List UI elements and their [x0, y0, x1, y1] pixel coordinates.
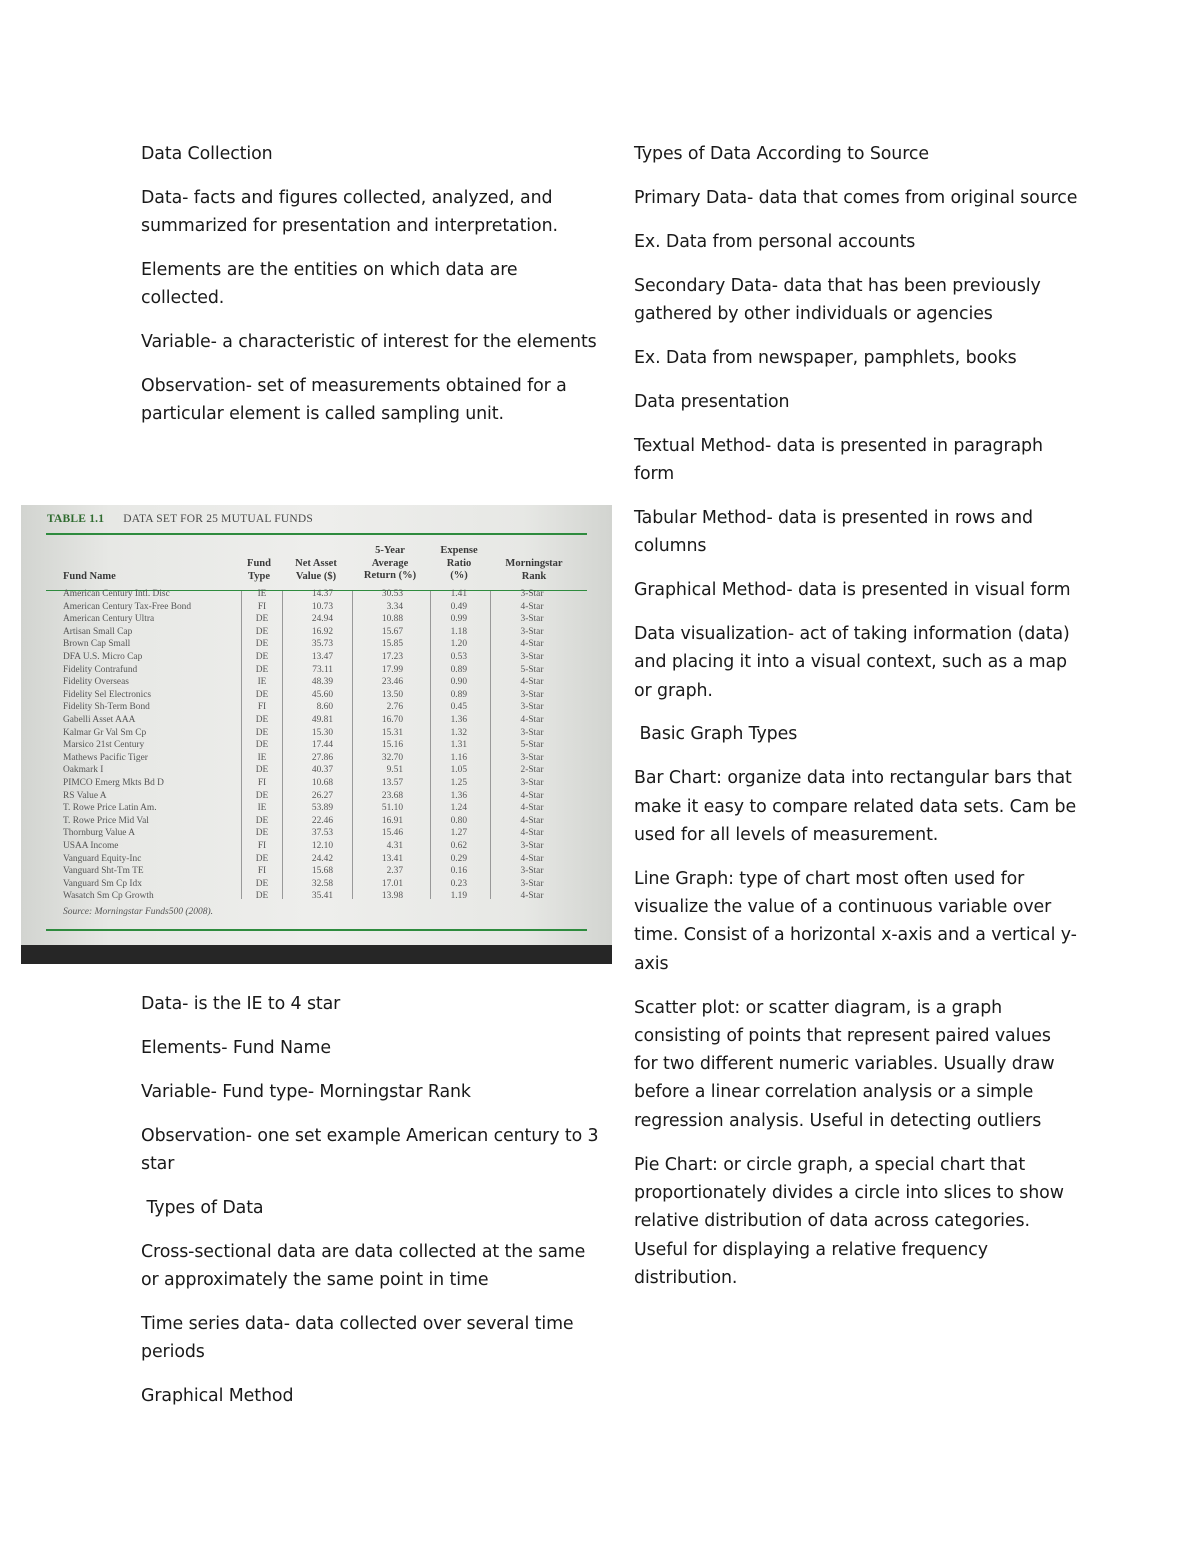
cell-expense-ratio: 1.16 [450, 752, 467, 763]
paragraph: Types of Data According to Source [634, 144, 929, 164]
cell-five-year-return: 17.23 [381, 652, 403, 662]
cell-fund-type: IE [257, 803, 267, 814]
cell-fund-type: DE [255, 689, 269, 700]
cell-net-asset-value: 8.60 [316, 702, 333, 713]
cell-fund-name: Kalmar Gr Val Sm Cp [63, 727, 147, 738]
cell-fund-type: DE [255, 664, 269, 675]
header-fund-type: Fund Type [247, 558, 271, 582]
cell-fund-type: DE [255, 878, 269, 889]
paragraph: Data presentation [634, 391, 790, 412]
cell-fund-name: Mathews Pacific Tiger [63, 752, 148, 763]
paragraph: Primary Data- data that comes from original source [634, 187, 1078, 208]
cell-fund-name: Gabelli Asset AAA [63, 715, 136, 725]
cell-morningstar-rank: 3-Star [520, 866, 544, 877]
cell-five-year-return: 2.76 [386, 702, 403, 713]
paragraph: Cross-sectional data are data collected at the same or approximately the same point in time [141, 1241, 586, 1291]
header-net-asset-value: Net Asset Value ($) [295, 558, 337, 582]
cell-fund-type: DE [255, 891, 269, 902]
cell-five-year-return: 17.99 [381, 664, 403, 675]
cell-expense-ratio: 0.23 [450, 878, 467, 889]
paragraph: Types of Data [141, 1197, 264, 1218]
cell-fund-name: Vanguard Equity-Inc [63, 853, 142, 864]
cell-net-asset-value: 73.11 [312, 664, 333, 675]
cell-fund-type: DE [255, 614, 269, 625]
cell-five-year-return: 17.01 [381, 878, 403, 889]
cell-fund-name: PIMCO Emerg Mkts Bd D [63, 778, 164, 788]
table-source-note: Source: Morningstar Funds500 (2008). [63, 907, 214, 917]
cell-morningstar-rank: 4-Star [520, 828, 544, 839]
header-fund-name: Fund Name [63, 571, 116, 582]
cell-fund-type: IE [257, 677, 267, 688]
paragraph: Textual Method- data is presented in paragraph form [634, 435, 1043, 484]
cell-fund-name: Wasatch Sm Cp Growth [63, 891, 154, 902]
cell-fund-type: FI [257, 866, 267, 877]
cell-fund-name: Artisan Small Cap [63, 626, 133, 637]
cell-five-year-return: 16.91 [381, 815, 403, 826]
cell-net-asset-value: 15.68 [311, 866, 333, 877]
paragraph: Elements are the entities on which data are collected. [141, 260, 518, 309]
cell-five-year-return: 2.37 [386, 866, 403, 877]
cell-expense-ratio: 1.05 [450, 765, 467, 776]
cell-fund-name: Thornburg Value A [63, 828, 136, 839]
cell-fund-name: T. Rowe Price Latin Am. [63, 803, 157, 814]
cell-net-asset-value: 10.68 [311, 778, 333, 788]
cell-fund-type: IE [257, 589, 267, 599]
cell-fund-type: DE [255, 765, 269, 776]
cell-fund-type: DE [255, 626, 269, 637]
cell-morningstar-rank: 4-Star [520, 639, 544, 650]
cell-fund-type: FI [257, 601, 267, 612]
cell-net-asset-value: 53.89 [311, 803, 333, 814]
paragraph: Observation- one set example American century to 3 star [141, 1125, 599, 1174]
cell-net-asset-value: 37.53 [311, 828, 333, 839]
cell-five-year-return: 9.51 [386, 765, 403, 776]
cell-five-year-return: 3.34 [386, 601, 403, 612]
cell-fund-name: Oakmark I [63, 765, 104, 776]
paragraph: Data Collection [141, 144, 273, 164]
cell-five-year-return: 4.31 [386, 841, 403, 851]
cell-expense-ratio: 0.62 [450, 841, 467, 851]
cell-expense-ratio: 1.20 [450, 639, 467, 650]
cell-morningstar-rank: 4-Star [520, 715, 544, 725]
cell-expense-ratio: 0.89 [450, 664, 467, 675]
cell-expense-ratio: 0.29 [450, 853, 467, 864]
cell-fund-type: IE [257, 752, 267, 763]
paragraph: Basic Graph Types [634, 724, 798, 745]
cell-morningstar-rank: 5-Star [520, 740, 544, 751]
table-title: DATA SET FOR 25 MUTUAL FUNDS [123, 513, 313, 525]
cell-fund-type: DE [255, 639, 269, 650]
paragraph: Ex. Data from personal accounts [634, 231, 916, 252]
cell-morningstar-rank: 3-Star [520, 626, 544, 637]
cell-fund-type: DE [255, 790, 269, 801]
cell-expense-ratio: 1.25 [450, 778, 467, 788]
cell-fund-name: Fidelity Contrafund [63, 664, 138, 675]
paragraph: Graphical Method [141, 1386, 294, 1407]
cell-morningstar-rank: 4-Star [520, 891, 544, 902]
cell-five-year-return: 15.46 [381, 828, 403, 839]
cell-expense-ratio: 0.89 [450, 689, 467, 700]
cell-morningstar-rank: 3-Star [520, 878, 544, 889]
table-bottom-rule [46, 929, 587, 931]
paragraph: Secondary Data- data that has been previously gathered by other individuals or agencies [634, 275, 1041, 324]
cell-expense-ratio: 1.41 [450, 589, 467, 599]
header-five-year-return: 5-Year Average Return (%) [363, 545, 417, 581]
cell-expense-ratio: 1.18 [450, 626, 467, 637]
cell-fund-name: Fidelity Sh-Term Bond [63, 702, 150, 713]
cell-fund-name: USAA Income [63, 841, 119, 851]
cell-morningstar-rank: 4-Star [520, 803, 544, 814]
cell-net-asset-value: 35.73 [311, 639, 333, 650]
cell-net-asset-value: 49.81 [311, 715, 333, 725]
cell-fund-name: Vanguard Sht-Tm TE [63, 866, 144, 877]
cell-expense-ratio: 1.27 [450, 828, 467, 839]
paragraph: Data- is the IE to 4 star [141, 994, 341, 1014]
paragraph: Pie Chart: or circle graph, a special chart that proportionately divides a circle into slices to show relative distribution of data across categories. Useful for displaying a relative frequency distribution. [634, 1154, 1064, 1288]
table-background [21, 505, 612, 947]
cell-fund-name: American Century Ultra [63, 614, 155, 625]
cell-net-asset-value: 26.27 [311, 790, 333, 801]
cell-expense-ratio: 0.16 [450, 866, 467, 877]
paragraph: Data- facts and figures collected, analyzed, and summarized for presentation and interpretation. [141, 187, 558, 237]
cell-expense-ratio: 0.80 [450, 815, 467, 826]
paragraph: Tabular Method- data is presented in rows and columns [634, 507, 1033, 557]
cell-expense-ratio: 1.24 [450, 803, 467, 814]
cell-morningstar-rank: 3-Star [520, 841, 544, 851]
cell-five-year-return: 15.31 [381, 727, 403, 738]
right-column [634, 140, 1079, 1308]
cell-expense-ratio: 1.31 [450, 740, 467, 751]
cell-expense-ratio: 1.36 [450, 790, 467, 801]
table-top-rule [46, 533, 587, 535]
cell-expense-ratio: 0.49 [450, 601, 467, 612]
table-column-divider [241, 591, 242, 899]
cell-fund-name: Brown Cap Small [63, 639, 131, 650]
cell-net-asset-value: 12.10 [311, 841, 333, 851]
paragraph: Line Graph: type of chart most often used for visualize the value of a continuous variable over time. Consist of a horizontal x-axis and a vertical y-axis [634, 868, 1077, 974]
cell-fund-type: FI [257, 702, 267, 713]
cell-morningstar-rank: 4-Star [520, 853, 544, 864]
cell-five-year-return: 23.68 [381, 790, 403, 801]
paragraph: Graphical Method- data is presented in visual form [634, 580, 1071, 601]
cell-morningstar-rank: 3-Star [520, 689, 544, 700]
cell-morningstar-rank: 2-Star [520, 765, 544, 776]
paragraph: Variable- Fund type- Morningstar Rank [141, 1081, 471, 1102]
table-label: TABLE 1.1 [47, 513, 105, 525]
cell-expense-ratio: 0.53 [450, 652, 467, 662]
cell-five-year-return: 13.50 [381, 689, 403, 700]
cell-fund-name: Fidelity Overseas [63, 677, 129, 688]
cell-net-asset-value: 10.73 [311, 601, 333, 612]
paragraph: Scatter plot: or scatter diagram, is a graph consisting of points that represent paired values for two different numeric variables. Usually draw before a linear correlation analysis or a simple regression analysis. Useful in detecting outliers [634, 997, 1055, 1131]
table-column-divider [490, 591, 491, 899]
cell-five-year-return: 51.10 [381, 803, 403, 814]
cell-fund-type: FI [257, 841, 267, 851]
cell-net-asset-value: 48.39 [311, 677, 333, 688]
cell-fund-type: FI [257, 778, 267, 788]
cell-expense-ratio: 1.19 [450, 891, 467, 902]
cell-morningstar-rank: 5-Star [520, 664, 544, 675]
cell-expense-ratio: 1.36 [450, 715, 467, 725]
left-column-bottom [141, 990, 601, 1426]
cell-net-asset-value: 13.47 [311, 652, 333, 662]
cell-expense-ratio: 0.45 [450, 702, 467, 713]
cell-expense-ratio: 0.99 [450, 614, 467, 625]
cell-expense-ratio: 0.90 [450, 677, 467, 688]
cell-net-asset-value: 24.42 [311, 853, 333, 864]
cell-five-year-return: 10.88 [381, 614, 403, 625]
cell-fund-name: Fidelity Sel Electronics [63, 689, 152, 700]
cell-morningstar-rank: 3-Star [520, 702, 544, 713]
table-caption [47, 513, 313, 525]
cell-net-asset-value: 35.41 [311, 891, 333, 902]
cell-fund-type: DE [255, 828, 269, 839]
cell-net-asset-value: 15.30 [311, 727, 333, 738]
cell-expense-ratio: 1.32 [450, 727, 467, 738]
cell-morningstar-rank: 4-Star [520, 815, 544, 826]
cell-net-asset-value: 27.86 [311, 752, 333, 763]
cell-fund-type: DE [255, 715, 269, 725]
cell-morningstar-rank: 4-Star [520, 601, 544, 612]
video-bottom-bar [21, 945, 612, 964]
paragraph: Data visualization- act of taking information (data) and placing it into a visual context, such as a map or graph. [634, 623, 1070, 701]
mutual-funds-table-image [21, 505, 612, 964]
cell-net-asset-value: 45.60 [311, 689, 333, 700]
cell-five-year-return: 15.85 [381, 639, 403, 650]
cell-morningstar-rank: 3-Star [520, 614, 544, 625]
cell-five-year-return: 13.57 [381, 778, 403, 788]
cell-fund-name: RS Value A [63, 790, 107, 801]
cell-net-asset-value: 17.44 [311, 740, 333, 751]
cell-five-year-return: 23.46 [381, 677, 403, 688]
header-expense-ratio: Expense Ratio (%) [440, 545, 478, 581]
cell-fund-name: T. Rowe Price Mid Val [63, 815, 149, 826]
cell-net-asset-value: 14.37 [311, 589, 333, 599]
cell-fund-type: DE [255, 815, 269, 826]
paragraph: Elements- Fund Name [141, 1037, 331, 1058]
paragraph: Time series data- data collected over several time periods [141, 1313, 574, 1363]
cell-fund-name: Marsico 21st Century [63, 740, 145, 751]
cell-fund-name: American Century Tax-Free Bond [63, 601, 192, 612]
header-morningstar-rank: Morningstar Rank [505, 558, 563, 582]
cell-net-asset-value: 22.46 [311, 815, 333, 826]
paragraph: Observation- set of measurements obtained for a particular element is called sampling unit. [141, 376, 567, 425]
cell-fund-name: Vanguard Sm Cp Idx [63, 878, 142, 889]
cell-fund-type: DE [255, 853, 269, 864]
cell-fund-type: DE [255, 727, 269, 738]
cell-fund-type: DE [255, 652, 269, 662]
paragraph: Bar Chart: organize data into rectangular bars that make it easy to compare related data sets. Cam be used for all levels of measurement. [634, 768, 1077, 845]
cell-morningstar-rank: 3-Star [520, 752, 544, 763]
paragraph: Variable- a characteristic of interest for the elements [141, 332, 597, 353]
cell-morningstar-rank: 3-Star [520, 652, 544, 662]
left-column-top [141, 140, 601, 444]
cell-five-year-return: 13.98 [381, 891, 403, 902]
cell-fund-name: DFA U.S. Micro Cap [63, 652, 143, 662]
cell-morningstar-rank: 4-Star [520, 677, 544, 688]
cell-five-year-return: 16.70 [381, 715, 403, 725]
cell-five-year-return: 30.53 [381, 589, 403, 599]
cell-net-asset-value: 24.94 [311, 614, 333, 625]
paragraph: Ex. Data from newspaper, pamphlets, books [634, 347, 1017, 368]
cell-morningstar-rank: 3-Star [520, 727, 544, 738]
cell-fund-type: DE [255, 740, 269, 751]
cell-morningstar-rank: 3-Star [520, 589, 544, 599]
cell-five-year-return: 15.16 [381, 740, 403, 751]
cell-fund-name: American Century Intl. Disc [63, 589, 170, 599]
cell-net-asset-value: 16.92 [311, 626, 333, 637]
cell-five-year-return: 15.67 [381, 626, 403, 637]
cell-morningstar-rank: 4-Star [520, 790, 544, 801]
cell-net-asset-value: 32.58 [311, 878, 333, 889]
cell-net-asset-value: 40.37 [311, 765, 333, 776]
cell-five-year-return: 32.70 [381, 752, 403, 763]
cell-five-year-return: 13.41 [381, 853, 403, 864]
cell-morningstar-rank: 3-Star [520, 778, 544, 788]
